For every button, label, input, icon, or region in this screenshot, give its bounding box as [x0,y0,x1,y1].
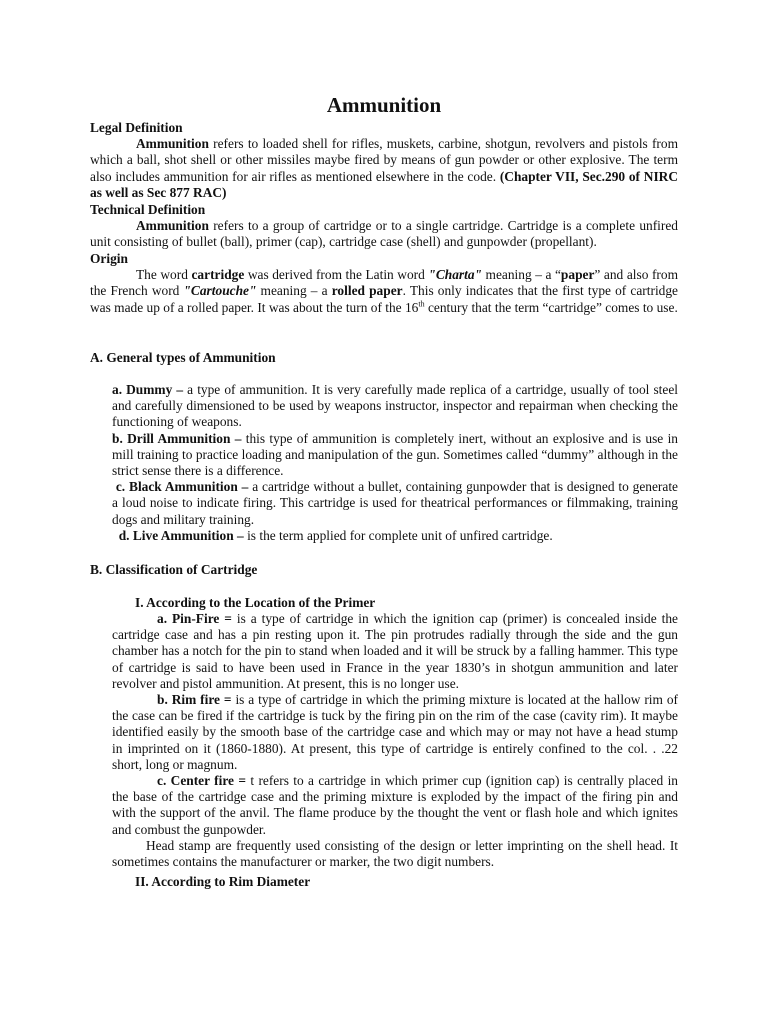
list-item [112,692,678,773]
section-b-list [112,611,678,870]
item-term: c. Black Ammunition – [112,479,249,495]
section-b-subheading-2 [135,874,678,890]
item-text: is a type of cartridge in which the priming mixture is located at the hallow rim of the case can be fired if the cartridge is tuck by the firing pin on the rim of the case (cavity rim). It maybe identified easily by the smooth base of the cartridge case and which may or may not have a head stump in imprinted on it (1860-1880). At present, this type of cartridge is entirely confined to the col. . .22 short, long or magnum. [112,692,679,772]
item-term: d. Live Ammunition – [112,527,244,543]
item-term: a. Dummy – [112,382,184,397]
item-text: is the term applied for complete unit of unfired cartridge. [243,527,553,543]
origin-text-2: was derived from the Latin word [244,267,429,283]
technical-term: Ammunition [136,218,209,234]
page-title: Ammunition [326,93,442,117]
legal-citation: (Chapter VII, Sec.290 of NIRC as well as Sec 877 RAC) [90,168,678,200]
section-a-heading-text: A. General types of Ammunition [90,350,276,365]
origin-superscript: th [418,299,425,309]
headstamp-paragraph: Head stamp are frequently used consisting of the design or letter imprinting on the shell head. It sometimes contains the manufacturer or marker, the two digit numbers. [112,837,678,870]
section-a-heading [90,350,678,366]
legal-definition-section [90,120,678,201]
origin-text-3: meaning – a “ [481,267,561,283]
list-item [112,382,678,431]
item-term: a. Pin-Fire = [157,611,232,626]
legal-term: Ammunition [136,136,209,152]
origin-text-4: ” and also from the French word [90,267,678,299]
list-item [112,479,682,528]
legal-definition-paragraph [90,136,678,201]
list-item [112,611,678,692]
list-item [112,528,678,544]
item-text: this type of ammunition is completely inert, without an explosive and is use in mill training to practice loading and manipulation of the gun. Sometimes called “dummy” although in the strict sense there is a difference. [112,430,678,479]
origin-text-1: The word [136,267,192,283]
origin-section [90,251,678,316]
origin-text-6: . This only indicates that the first type of cartridge was made up of a rolled paper. It was about the turn of the 16 [90,283,678,315]
section-a-list [112,382,682,544]
origin-word-charta: "Charta" [428,267,482,283]
section-b-subheading-1 [135,595,678,611]
item-text: is a type of cartridge in which the ignition cap (primer) is concealed inside the cartridge case and has a pin resting upon it. The pin protrudes radially through the side and the gun chamber has a notch for the pin to stand when loaded and it will be struck by a falling hammer. This type of cartridge is said to have been used in France in the year 1830’s in shotgun ammunition and later revolver and pistol ammunition. At present, this is no longer use. [112,611,678,691]
section-b-heading [90,562,678,578]
legal-definition-heading: Legal Definition [90,120,183,135]
list-item [112,773,678,838]
item-term: b. Rim fire = [157,692,232,708]
list-item [112,431,678,480]
origin-paragraph [90,267,678,316]
technical-definition-section [90,202,678,251]
origin-text-7: century that the term “cartridge” comes to use. [424,299,678,315]
item-text: a cartridge without a bullet, containing gunpowder that is designed to generate a loud noise to indicate firing. This cartridge is used for theatrical performances or filmmaking, training dogs and military training. [112,479,682,527]
subheading-rim-diameter: II. According to Rim Diameter [135,874,311,889]
legal-text: refers to loaded shell for rifles, muskets, carbine, shotgun, revolvers and pistols from which a ball, shot shell or other missiles maybe fired by means of gun powder or other explosive. The term also includes ammunition for air rifles as mentioned elsewhere in the code. [90,136,678,184]
section-b-heading-text: B. Classification of Cartridge [90,562,258,577]
origin-word-cartouche: "Cartouche" [183,283,257,299]
subheading-primer-location: I. According to the Location of the Primer [135,595,376,610]
origin-heading: Origin [90,251,128,266]
item-term: b. Drill Ammunition – [112,430,242,446]
technical-text: refers to a group of cartridge or to a single cartridge. Cartridge is a complete unfired unit consisting of bullet (ball), primer (cap), cartridge case (shell) and gunpowder (propellant). [90,218,678,250]
item-term: c. Center fire = [157,773,246,789]
origin-word-paper: paper [560,267,595,283]
origin-text-5: meaning – a [256,283,332,299]
technical-definition-heading: Technical Definition [90,202,206,217]
origin-word-cartridge: cartridge [191,267,245,283]
origin-word-rolled-paper: rolled paper [331,283,403,299]
item-text: t refers to a cartridge in which primer cup (ignition cap) is centrally placed in the base of the cartridge case and the priming mixture is exploded by the impact of the firing pin and with the support of the anvil. The flame produce by the thought the vent or flash hole and which ignites and combust the gunpowder. [112,773,678,837]
technical-definition-paragraph [90,218,678,250]
item-text: a type of ammunition. It is very carefully made replica of a cartridge, usually of tool steel and carefully dimensioned to be used by weapons instructor, inspector and repairman when checking the functioning of weapons. [112,382,679,430]
